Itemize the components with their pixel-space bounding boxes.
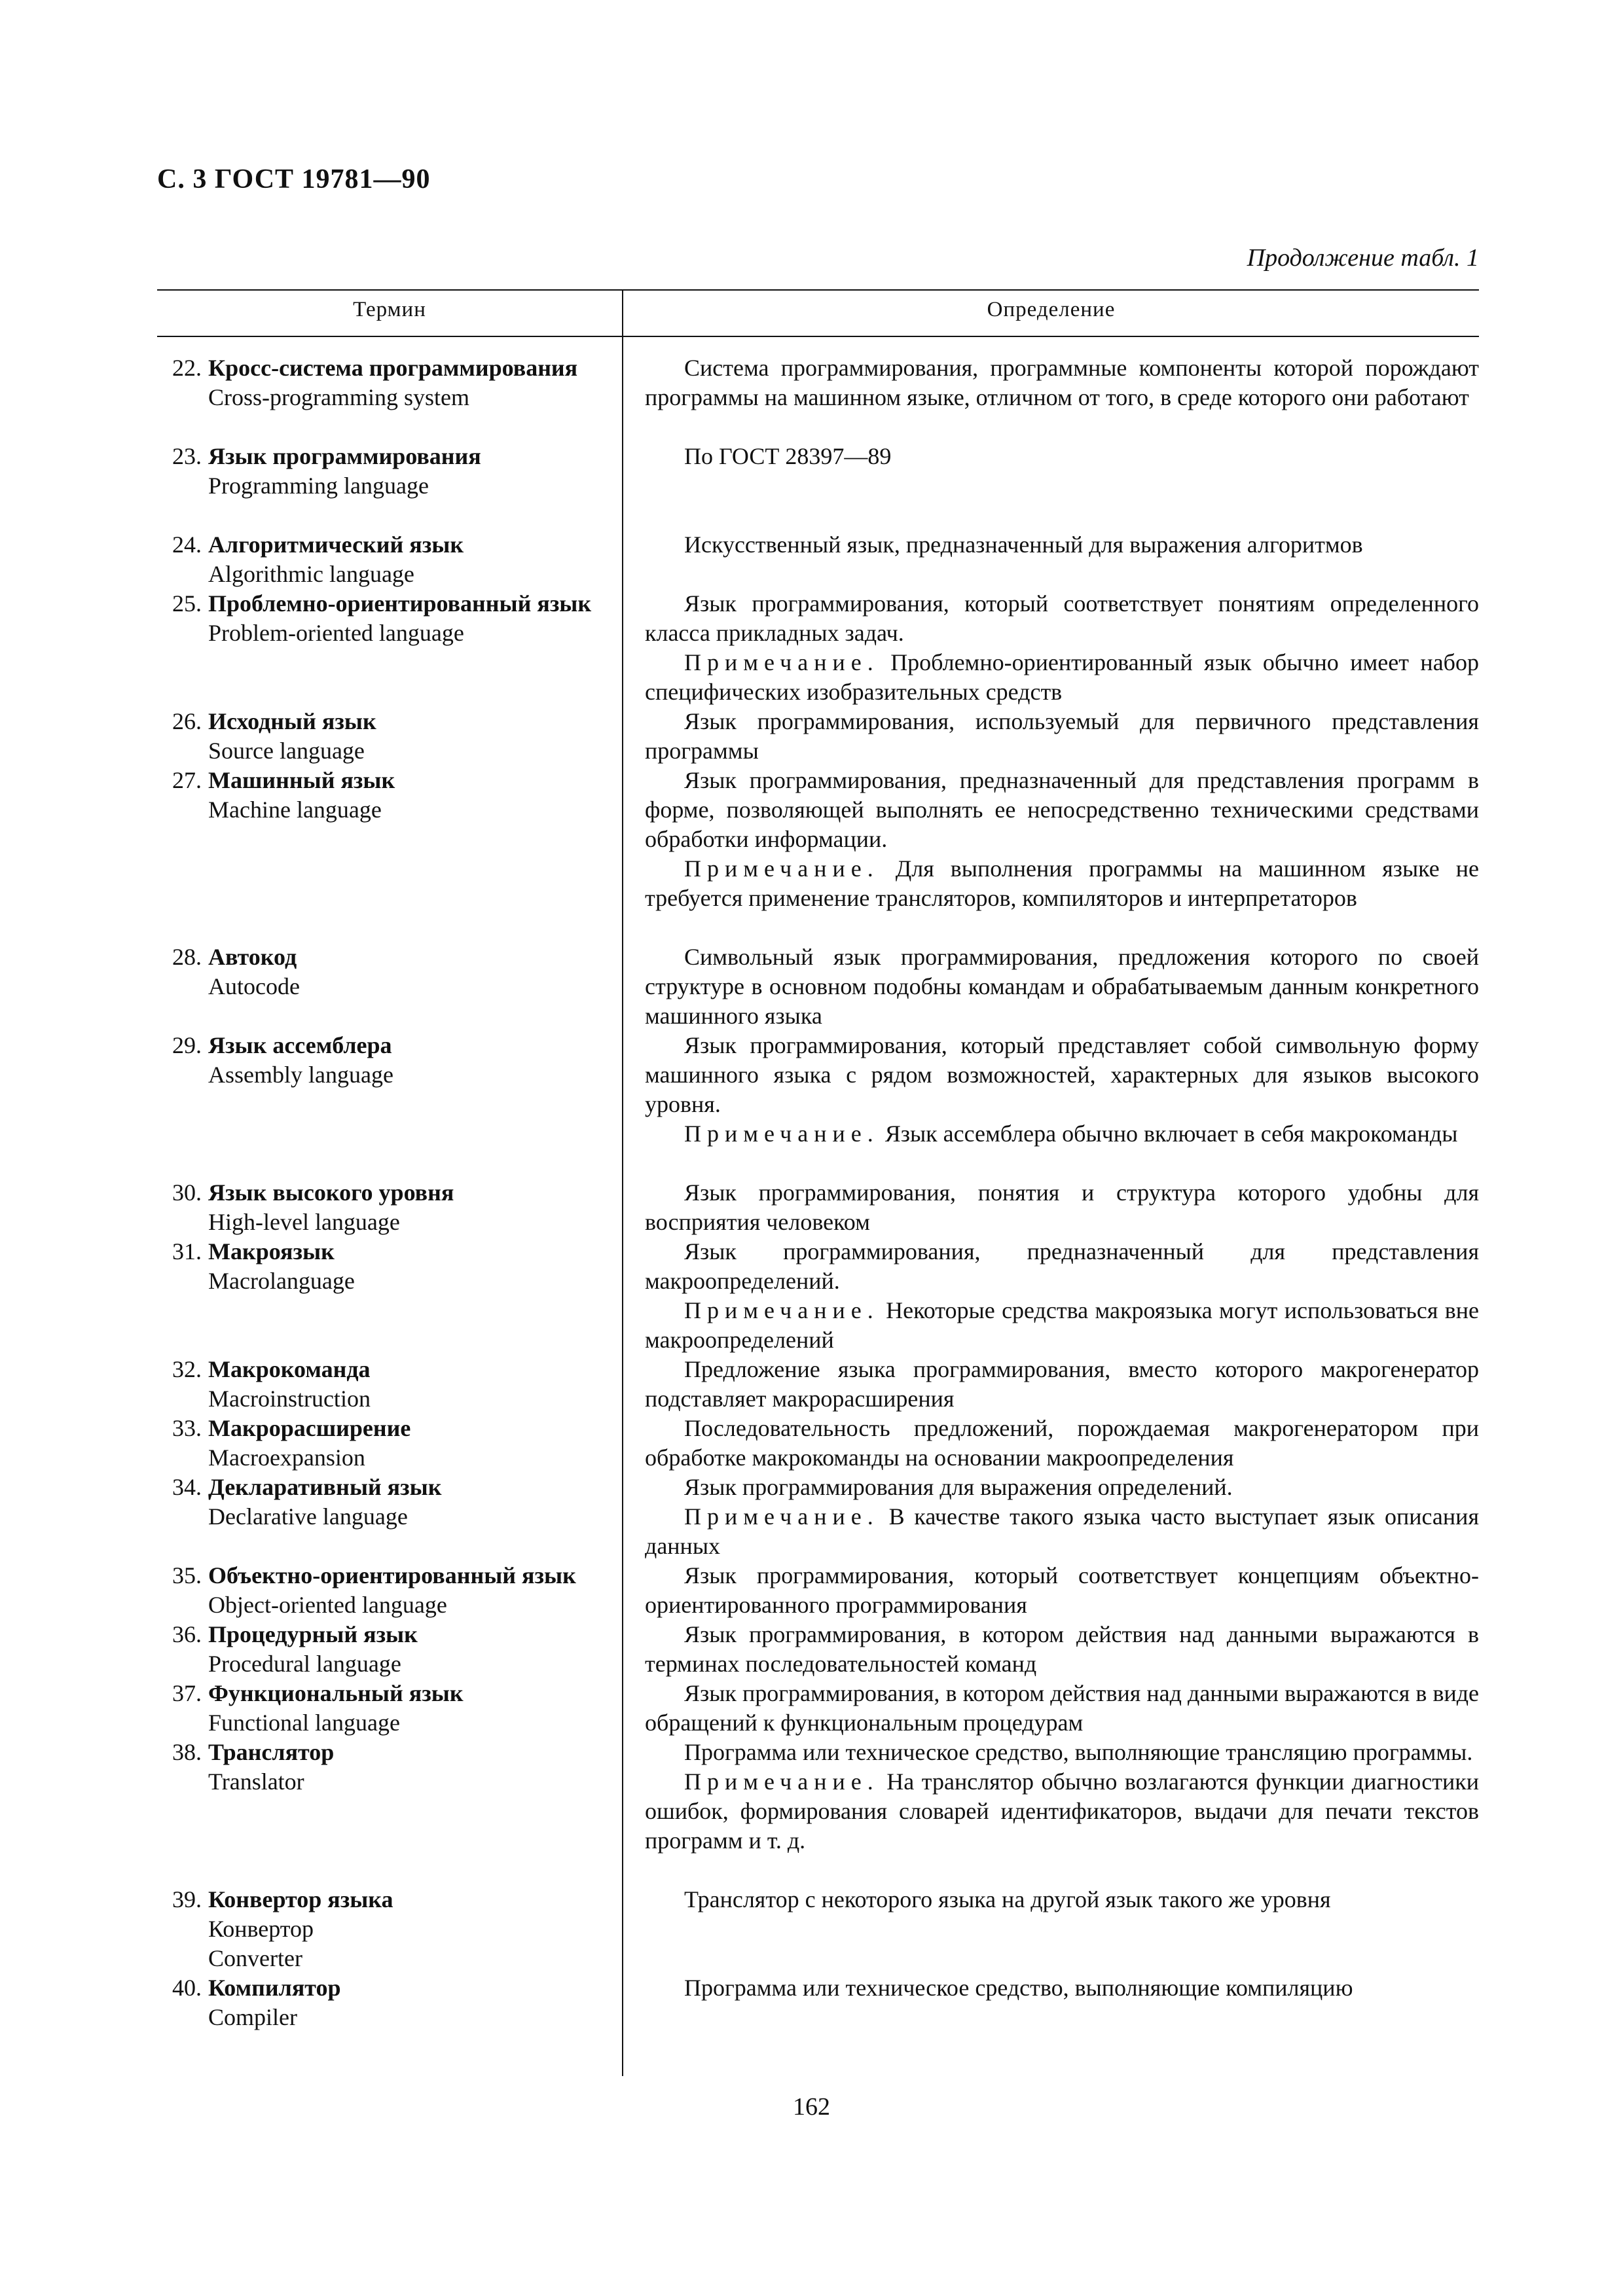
term-number: 39. — [172, 1886, 202, 1912]
definition-entry — [645, 589, 1479, 707]
definition-entry — [645, 1237, 1479, 1355]
definition-entry — [645, 1738, 1479, 1856]
term-number: 24. — [172, 531, 202, 558]
table-continuation-label: Продолжение табл. 1 — [1247, 244, 1479, 272]
term-number: 32. — [172, 1356, 202, 1382]
term-russian: Процедурный язык — [208, 1621, 418, 1647]
term-entry — [157, 589, 615, 648]
term-entry — [157, 353, 615, 412]
term-russian: Язык высокого уровня — [208, 1179, 454, 1206]
note-text: На транслятор обычно возлагаются функции диагностики ошибок, формирования словарей идентификаторов, выдачи для печати текстов программ и т. д. — [645, 1768, 1479, 1854]
definition-entry — [645, 1885, 1479, 1914]
term-english: Macrolanguage — [208, 1268, 355, 1294]
term-number: 35. — [172, 1562, 202, 1588]
definition-entry — [645, 1178, 1479, 1237]
definition-text: Язык программирования, который представляет собой символьную форму машинного языка с рядом возможностей, характерных для языков высокого уровня. — [645, 1032, 1479, 1117]
term-entry — [157, 1620, 615, 1679]
term-number: 37. — [172, 1680, 202, 1706]
term-russian: Кросс-система программирования — [208, 355, 578, 381]
definition-note — [645, 648, 1479, 707]
term-entry — [157, 1973, 615, 2032]
term-english: Assembly language — [208, 1062, 393, 1088]
term-number: 23. — [172, 443, 202, 469]
note-text: Язык ассемблера обычно включает в себя макрокоманды — [884, 1121, 1458, 1147]
term-russian: Машинный язык — [208, 767, 395, 793]
term-entry — [157, 942, 615, 1001]
page-header: С. 3 ГОСТ 19781—90 — [157, 164, 431, 194]
term-number: 38. — [172, 1739, 202, 1765]
term-english: Machine language — [208, 797, 382, 823]
definition-text: Система программирования, программные компоненты которой порождают программы на машинном языке, отличном от того, в среде которого они работают — [645, 355, 1479, 410]
definition-entry — [645, 1473, 1479, 1561]
term-english: Macroinstruction — [208, 1386, 371, 1412]
term-entry — [157, 1414, 615, 1473]
definition-note — [645, 854, 1479, 913]
note-label: Примечание. — [684, 649, 879, 675]
definition-text: Язык программирования, который соответствует понятиям определенного класса прикладных задач. — [645, 590, 1479, 646]
term-entry — [157, 707, 615, 766]
term-english: Конвертор — [208, 1916, 314, 1942]
term-entry — [157, 530, 615, 589]
term-english: Macroexpansion — [208, 1444, 365, 1471]
note-label: Примечание. — [684, 855, 879, 882]
column-header-definition: Определение — [987, 298, 1116, 321]
term-entry — [157, 1885, 615, 1973]
note-text: Для выполнения программы на машинном языке не требуется применение трансляторов, компиляторов и интерпретаторов — [645, 855, 1479, 911]
term-russian: Макрокоманда — [208, 1356, 371, 1382]
table-header-rule — [157, 336, 1479, 337]
term-english: Problem-oriented language — [208, 620, 464, 646]
definition-entry — [645, 1561, 1479, 1620]
term-russian: Алгоритмический язык — [208, 531, 464, 558]
definition-note — [645, 1296, 1479, 1355]
term-entry — [157, 1178, 615, 1237]
term-russian: Конвертор языка — [208, 1886, 393, 1912]
term-russian: Декларативный язык — [208, 1474, 442, 1500]
definition-entry — [645, 1620, 1479, 1679]
definition-text: Язык программирования, используемый для первичного представления программы — [645, 708, 1479, 764]
table-top-rule — [157, 289, 1479, 291]
definition-text: Язык программирования, понятия и структура которого удобны для восприятия человеком — [645, 1179, 1479, 1235]
term-entry — [157, 1237, 615, 1296]
term-russian: Язык программирования — [208, 443, 481, 469]
note-text: Проблемно-ориентированный язык обычно имеет набор специфических изобразительных средств — [645, 649, 1479, 705]
term-russian: Автокод — [208, 944, 297, 970]
term-english: Functional language — [208, 1710, 400, 1736]
note-text: В качестве такого языка часто выступает язык описания данных — [645, 1503, 1479, 1559]
term-number: 29. — [172, 1032, 202, 1058]
term-number: 28. — [172, 944, 202, 970]
term-number: 40. — [172, 1975, 202, 2001]
note-label: Примечание. — [684, 1768, 879, 1795]
definition-text: Язык программирования, в котором действия над данными выражаются в виде обращений к функциональным процедурам — [645, 1680, 1479, 1736]
term-number: 27. — [172, 767, 202, 793]
term-number: 26. — [172, 708, 202, 734]
term-entry — [157, 1355, 615, 1414]
note-label: Примечание. — [684, 1297, 879, 1323]
term-english: Algorithmic language — [208, 561, 414, 587]
definition-entry — [645, 353, 1479, 412]
definition-text: Последовательность предложений, порождаемая макрогенератором при обработке макрокоманды на основании макроопределения — [645, 1415, 1479, 1471]
note-label: Примечание. — [684, 1503, 879, 1530]
definition-entry — [645, 442, 1479, 471]
definition-note — [645, 1767, 1479, 1856]
definition-note — [645, 1119, 1479, 1149]
definition-text: Искусственный язык, предназначенный для выражения алгоритмов — [684, 531, 1363, 558]
note-label: Примечание. — [684, 1121, 879, 1147]
term-russian: Макрорасширение — [208, 1415, 411, 1441]
term-russian: Функциональный язык — [208, 1680, 464, 1706]
definition-entry — [645, 530, 1479, 560]
term-russian: Объектно-ориентированный язык — [208, 1562, 576, 1588]
term-english: High-level language — [208, 1209, 400, 1235]
term-number: 31. — [172, 1238, 202, 1265]
term-english: Object-oriented language — [208, 1592, 447, 1618]
term-number: 30. — [172, 1179, 202, 1206]
definition-text: Язык программирования для выражения определений. — [684, 1474, 1233, 1500]
definition-entry — [645, 942, 1479, 1031]
term-number: 33. — [172, 1415, 202, 1441]
term-english: Translator — [208, 1768, 304, 1795]
term-number: 22. — [172, 355, 202, 381]
definition-entry — [645, 1973, 1479, 2003]
definition-entry — [645, 1679, 1479, 1738]
column-header-term: Термин — [353, 298, 426, 321]
term-russian: Исходный язык — [208, 708, 376, 734]
term-russian: Транслятор — [208, 1739, 335, 1765]
term-russian: Язык ассемблера — [208, 1032, 392, 1058]
term-english: Converter — [208, 1945, 302, 1971]
term-entry — [157, 442, 615, 501]
definition-entry — [645, 766, 1479, 913]
term-entry — [157, 1561, 615, 1620]
term-english: Programming language — [208, 473, 429, 499]
definition-entry — [645, 1355, 1479, 1414]
term-entry — [157, 1679, 615, 1738]
term-entry — [157, 766, 615, 825]
definition-text: По ГОСТ 28397—89 — [684, 443, 892, 469]
term-english: Procedural language — [208, 1651, 401, 1677]
term-russian: Компилятор — [208, 1975, 341, 2001]
definition-text: Предложение языка программирования, вместо которого макрогенератор подставляет макрорасширения — [645, 1356, 1479, 1412]
term-number: 36. — [172, 1621, 202, 1647]
page-number: 162 — [793, 2093, 830, 2121]
definition-entry — [645, 1414, 1479, 1473]
term-entry — [157, 1031, 615, 1090]
term-number: 34. — [172, 1474, 202, 1500]
definition-text: Язык программирования, в котором действия над данными выражаются в терминах последовательностей команд — [645, 1621, 1479, 1677]
definition-entry — [645, 1031, 1479, 1149]
definition-text: Программа или техническое средство, выполняющие компиляцию — [684, 1975, 1353, 2001]
term-entry — [157, 1473, 615, 1532]
definition-entry — [645, 707, 1479, 766]
definition-text: Транслятор с некоторого языка на другой язык такого же уровня — [684, 1886, 1331, 1912]
note-text: Некоторые средства макроязыка могут использоваться вне макроопределений — [645, 1297, 1479, 1353]
term-russian: Проблемно-ориентированный язык — [208, 590, 592, 617]
term-number: 25. — [172, 590, 202, 617]
term-entry — [157, 1738, 615, 1797]
term-english: Compiler — [208, 2004, 297, 2030]
definition-text: Символьный язык программирования, предложения которого по своей структуре в основном подобны командам и обрабатываемым данным конкретного машинного языка — [645, 944, 1479, 1029]
term-english: Source language — [208, 738, 365, 764]
definition-text: Язык программирования, который соответствует концепциям объектно-ориентированного программирования — [645, 1562, 1479, 1618]
definition-note — [645, 1502, 1479, 1561]
column-divider — [622, 289, 623, 2076]
term-english: Cross-programming system — [208, 384, 469, 410]
term-english: Declarative language — [208, 1503, 408, 1530]
definition-text: Язык программирования, предназначенный для представления макроопределений. — [645, 1238, 1479, 1294]
term-english: Autocode — [208, 973, 300, 999]
term-russian: Макроязык — [208, 1238, 335, 1265]
definition-text: Язык программирования, предназначенный для представления программ в форме, позволяющей выполнять ее непосредственно техническими средствами обработки информации. — [645, 767, 1479, 852]
definition-text: Программа или техническое средство, выполняющие трансляцию программы. — [684, 1739, 1473, 1765]
